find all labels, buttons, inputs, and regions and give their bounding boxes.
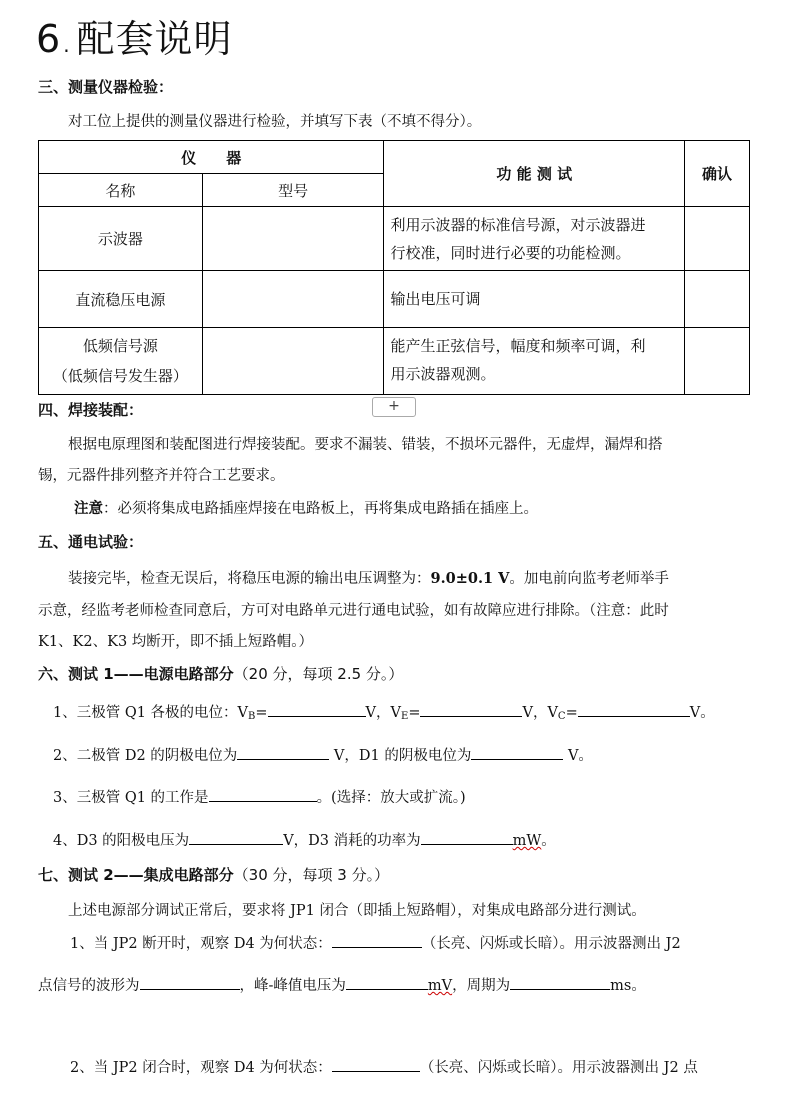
section-4-para-1: 根据电原理图和装配图进行焊接装配。要求不漏装、错装，不损坏元器件，无虚焊，漏焊和搭 xyxy=(68,437,663,453)
function-cell: 利用示波器的标准信号源，对示波器进 行校准，同时进行必要的功能检测。 xyxy=(384,207,685,271)
model-header: 型号 xyxy=(202,174,384,207)
confirm-cell[interactable] xyxy=(685,207,750,271)
d4-state-blank-2[interactable] xyxy=(332,1056,420,1072)
section-5-heading: 五、通电试验： xyxy=(38,533,144,551)
q1-mode-blank[interactable] xyxy=(209,786,317,802)
title-text: 配套说明 xyxy=(76,17,233,61)
waveform-blank[interactable] xyxy=(140,974,240,990)
question-7-2-line-1: 2、当 JP2 闭合时，观察 D4 为何状态： （长亮、闪烁或长暗）。用示波器测出 J2 点 xyxy=(70,1056,698,1077)
section-7-heading: 七、测试 2——集成电路部分（30 分，每项 3 分。） xyxy=(38,866,390,884)
d2-cathode-blank[interactable] xyxy=(237,744,329,760)
d4-state-blank[interactable] xyxy=(332,932,422,948)
d3-anode-blank[interactable] xyxy=(189,829,283,845)
note-label: 注意 xyxy=(74,500,103,517)
function-test-header: 功 能 测 试 xyxy=(384,141,685,207)
page-title xyxy=(36,8,233,63)
section-5-para-1: 装接完毕，检查无误后，将稳压电源的输出电压调整为：9.0±0.1 V。加电前向监考老师举手 xyxy=(68,570,669,587)
confirm-header: 确认 xyxy=(685,141,750,207)
question-6-4: 4、D3 的阳极电压为 V，D3 消耗的功率为 mW。 xyxy=(53,829,556,850)
table-row xyxy=(39,328,750,395)
confirm-cell[interactable] xyxy=(685,271,750,328)
section-7-para-1: 上述电源部分调试正常后，要求将 JP1 闭合（即插上短路帽），对集成电路部分进行测试。 xyxy=(68,903,646,919)
section-3-intro: 对工位上提供的测量仪器进行检验，并填写下表（不填不得分）。 xyxy=(68,114,482,130)
section-5-para-2: 示意，经监考老师检查同意后，方可对电路单元进行通电试验，如有故障应进行排除。（注意：此时 xyxy=(38,603,669,619)
table-row xyxy=(39,271,750,328)
question-7-1-line-1: 1、当 JP2 断开时，观察 D4 为何状态： （长亮、闪烁或长暗）。用示波器测出 J2 xyxy=(70,932,681,953)
question-7-1-line-2: 点信号的波形为 ，峰-峰值电压为 mV，周期为 ms。 xyxy=(38,974,646,995)
d3-power-blank[interactable] xyxy=(421,829,513,845)
instrument-name-cell: 直流稳压电源 xyxy=(39,271,203,328)
section-4-note: 注意：必须将集成电路插座焊接在电路板上，再将集成电路插在插座上。 xyxy=(74,500,538,517)
section-4-heading: 四、焊接装配： xyxy=(38,401,144,419)
instrument-table xyxy=(38,140,750,395)
voltage-setting: 9.0±0.1 V xyxy=(430,570,510,587)
title-number: 6 xyxy=(36,17,62,61)
question-6-2: 2、二极管 D2 的阴极电位为 V，D1 的阴极电位为 V。 xyxy=(53,744,593,765)
name-header: 名称 xyxy=(39,174,203,207)
function-cell: 输出电压可调 xyxy=(384,271,685,328)
model-cell[interactable] xyxy=(202,207,384,271)
question-6-1: 1、三极管 Q1 各极的电位：$V_B= V$，$V_E= V$，$V_C= V$。 xyxy=(53,701,715,722)
function-cell: 能产生正弦信号，幅度和频率可调，利 用示波器观测。 xyxy=(384,328,685,395)
d1-cathode-blank[interactable] xyxy=(471,744,563,760)
confirm-cell[interactable] xyxy=(685,328,750,395)
section-6-heading: 六、测试 1——电源电路部分（20 分，每项 2.5 分。） xyxy=(38,665,404,683)
section-3-heading: 三、测量仪器检验： xyxy=(38,78,174,96)
ve-blank[interactable] xyxy=(420,701,522,717)
model-cell[interactable] xyxy=(202,271,384,328)
question-6-3: 3、三极管 Q1 的工作是 。(选择：放大或扩流。) xyxy=(53,786,466,807)
instrument-name-cell: 示波器 xyxy=(39,207,203,271)
model-cell[interactable] xyxy=(202,328,384,395)
vpp-blank[interactable] xyxy=(346,974,428,990)
period-blank[interactable] xyxy=(510,974,610,990)
add-row-button[interactable]: + xyxy=(372,397,416,417)
section-5-para-3: K1、K2、K3 均断开，即不插上短路帽。） xyxy=(38,634,314,650)
title-dot: . xyxy=(63,33,71,57)
table-row xyxy=(39,207,750,271)
instrument-name-cell: 低频信号源 （低频信号发生器） xyxy=(39,328,203,395)
instrument-header: 仪 器 xyxy=(39,141,384,174)
section-4-para-2: 锡，元器件排列整齐并符合工艺要求。 xyxy=(38,468,285,484)
vb-blank[interactable] xyxy=(268,701,366,717)
vc-blank[interactable] xyxy=(578,701,690,717)
